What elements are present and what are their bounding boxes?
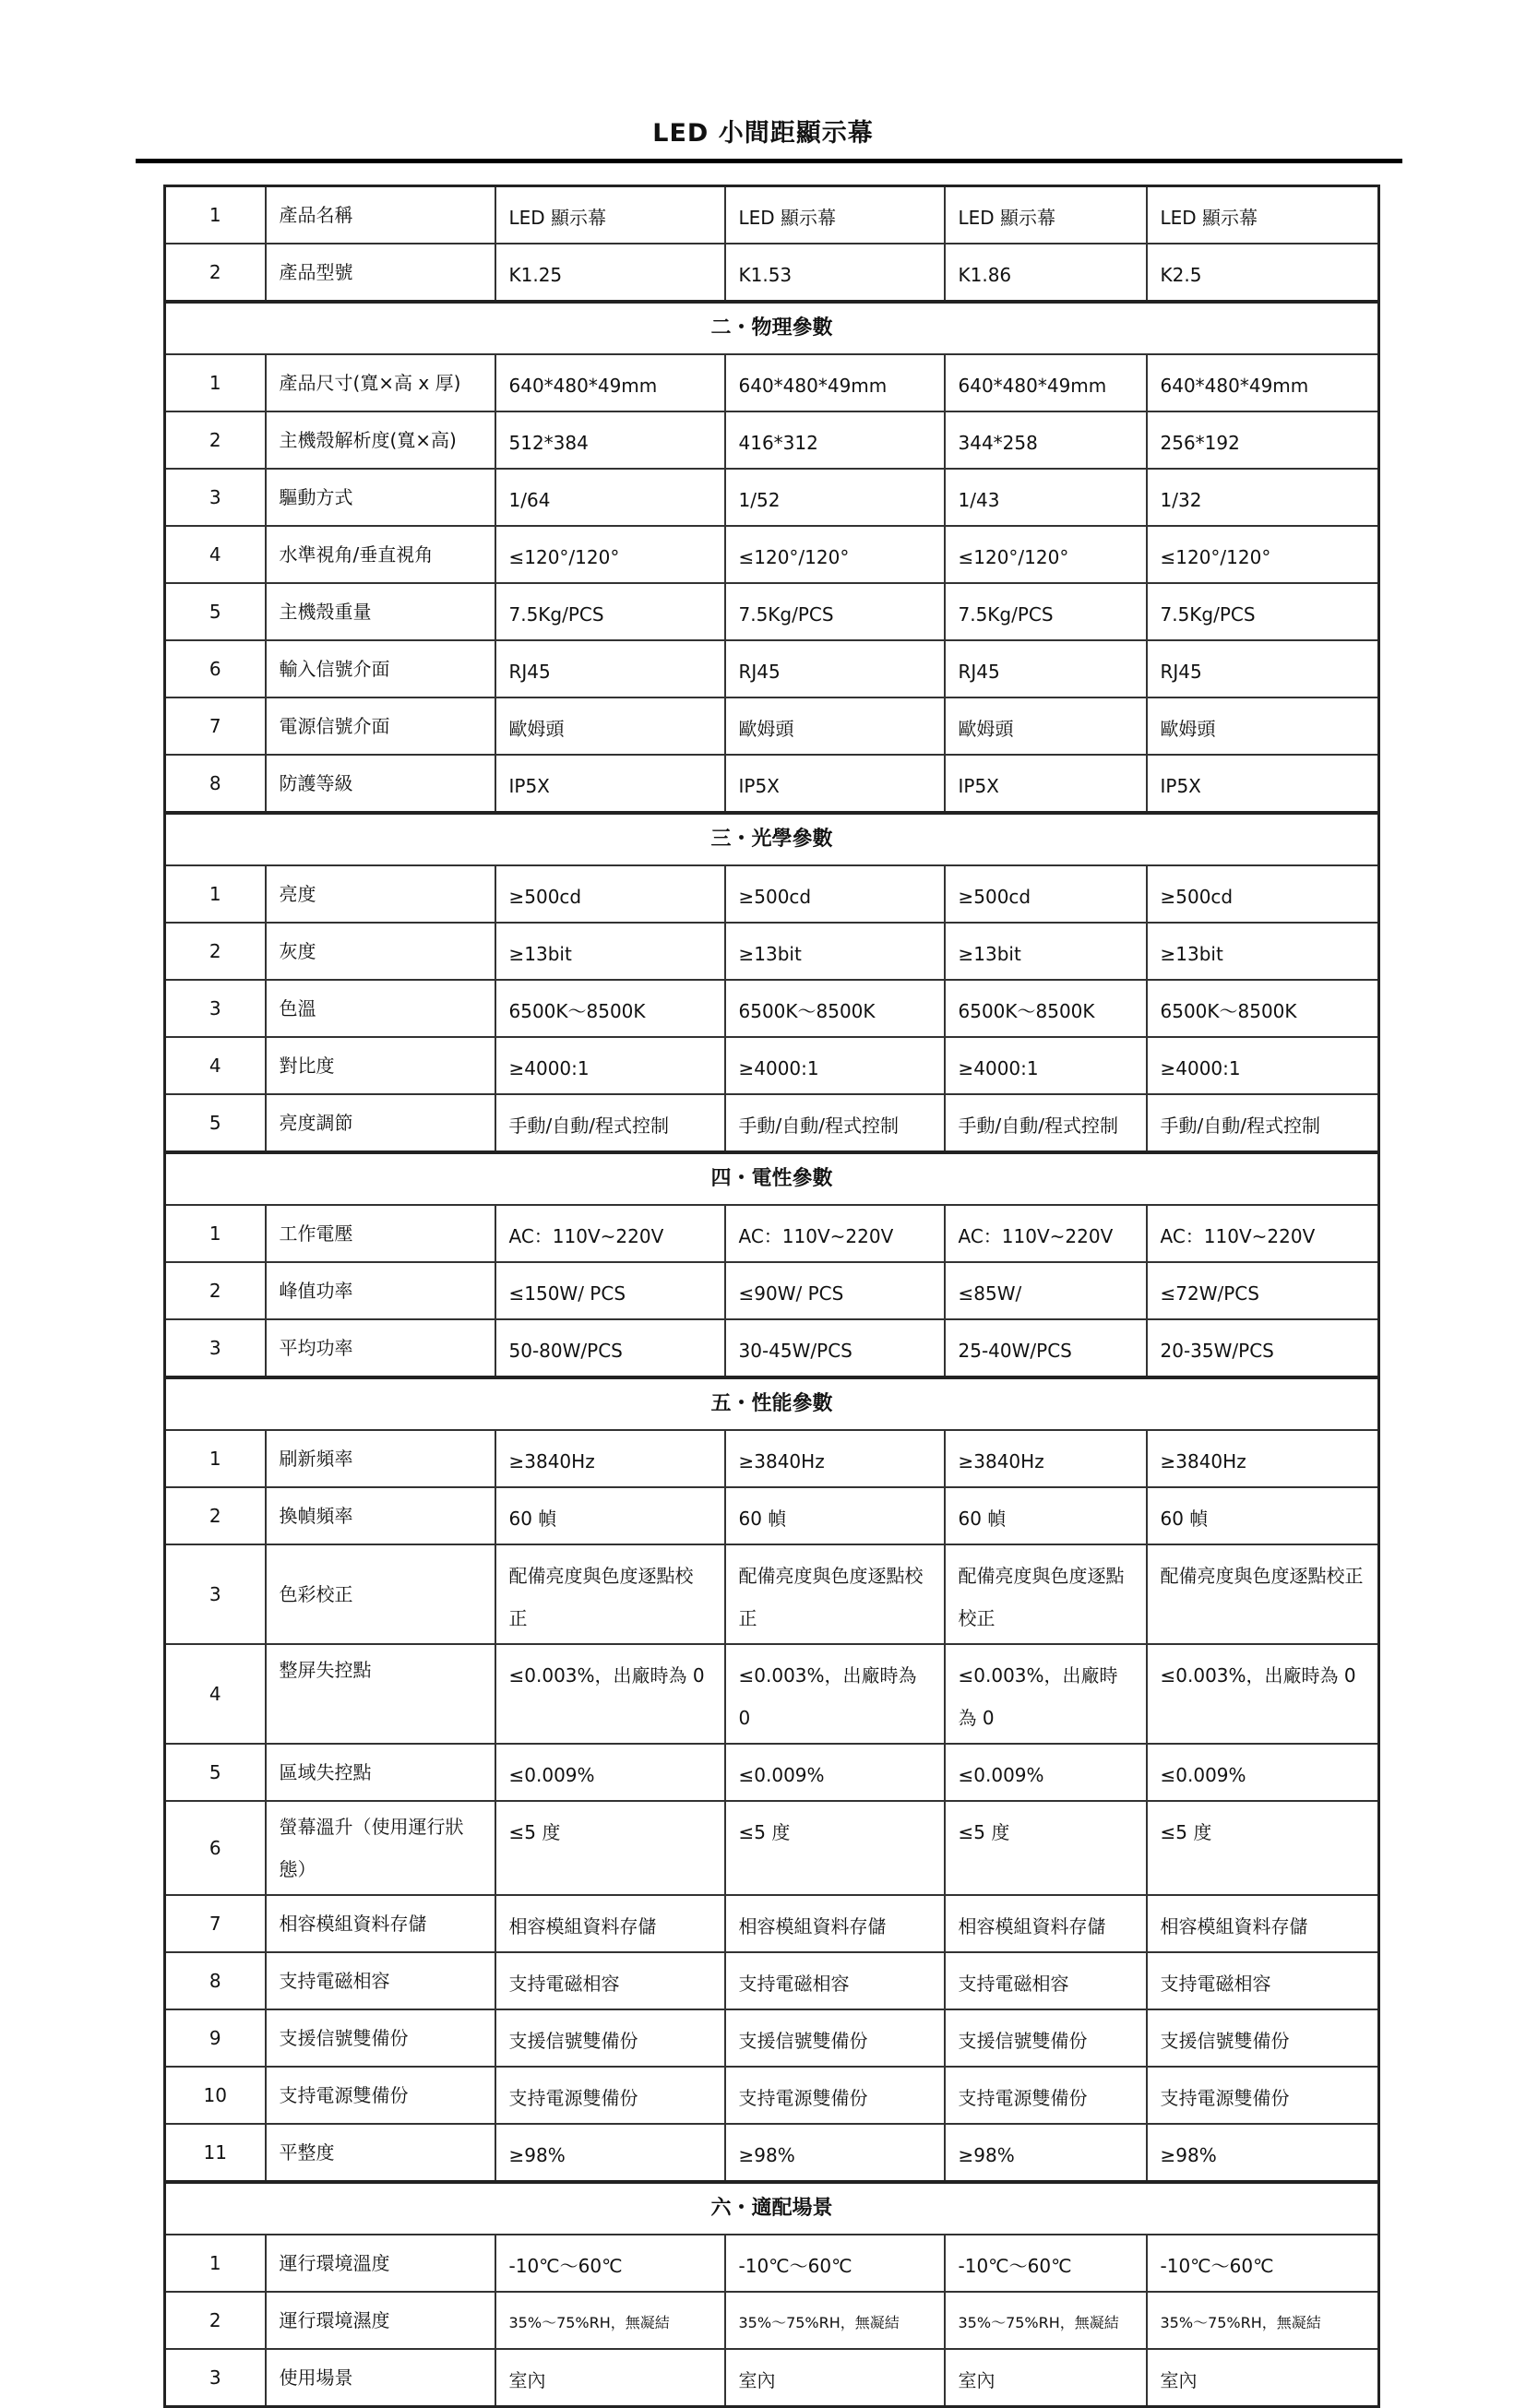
spec-row: [165, 980, 1379, 1037]
spec-row: [165, 2292, 1379, 2349]
row-number: 4: [165, 1037, 266, 1094]
section-title: 二・物理參數: [165, 302, 1379, 354]
spec-row: [165, 1430, 1379, 1487]
spec-value-1: K1.25: [495, 244, 725, 302]
row-label: 產品名稱: [266, 186, 495, 244]
spec-value-1: 60 幀: [495, 1487, 725, 1544]
spec-value-1: 歐姆頭: [495, 697, 725, 755]
row-number: 1: [165, 2235, 266, 2292]
spec-row: [165, 755, 1379, 813]
spec-row: [165, 1744, 1379, 1801]
spec-value-1: 640*480*49mm: [495, 354, 725, 411]
spec-value-2: 歐姆頭: [725, 697, 945, 755]
spec-value-2: -10℃～60℃: [725, 2235, 945, 2292]
title-underline: [136, 159, 1402, 163]
spec-value-4: 支持電源雙備份: [1147, 2067, 1379, 2124]
spec-value-2: 配備亮度與色度逐點校正: [725, 1544, 945, 1644]
spec-value-3: IP5X: [945, 755, 1147, 813]
spec-value-4: ≥98%: [1147, 2124, 1379, 2182]
header-row: [165, 244, 1379, 302]
spec-row: [165, 1037, 1379, 1094]
spec-row: [165, 1952, 1379, 2009]
row-label: 螢幕溫升（使用運行狀態）: [266, 1801, 495, 1895]
spec-value-1: LED 顯示幕: [495, 186, 725, 244]
spec-value-3: 6500K～8500K: [945, 980, 1147, 1037]
row-label: 亮度: [266, 865, 495, 923]
spec-row: [165, 2124, 1379, 2182]
spec-value-2: ≥13bit: [725, 923, 945, 980]
row-label: 支持電源雙備份: [266, 2067, 495, 2124]
spec-row: [165, 1544, 1379, 1644]
spec-value-4: 256*192: [1147, 411, 1379, 469]
spec-value-4: 手動/自動/程式控制: [1147, 1094, 1379, 1152]
row-label: 防護等級: [266, 755, 495, 813]
spec-row: [165, 923, 1379, 980]
row-number: 7: [165, 697, 266, 755]
spec-value-2: 相容模組資料存儲: [725, 1895, 945, 1952]
row-label: 支援信號雙備份: [266, 2009, 495, 2067]
spec-value-2: ≤90W/ PCS: [725, 1262, 945, 1319]
spec-value-1: 50-80W/PCS: [495, 1319, 725, 1377]
spec-value-1: 支持電磁相容: [495, 1952, 725, 2009]
row-number: 3: [165, 1544, 266, 1644]
spec-value-2: AC：110V~220V: [725, 1205, 945, 1262]
spec-value-2: 640*480*49mm: [725, 354, 945, 411]
spec-value-3: ≥3840Hz: [945, 1430, 1147, 1487]
spec-row: [165, 1644, 1379, 1744]
row-number: 3: [165, 1319, 266, 1377]
spec-value-2: 手動/自動/程式控制: [725, 1094, 945, 1152]
row-number: 5: [165, 583, 266, 640]
spec-value-1: ≤0.003%，出廠時為 0: [495, 1644, 725, 1744]
spec-value-3: 支持電源雙備份: [945, 2067, 1147, 2124]
spec-value-3: RJ45: [945, 640, 1147, 697]
row-number: 4: [165, 526, 266, 583]
spec-value-4: IP5X: [1147, 755, 1379, 813]
spec-value-3: 60 幀: [945, 1487, 1147, 1544]
section-title: 六・適配場景: [165, 2182, 1379, 2235]
spec-value-3: ≥500cd: [945, 865, 1147, 923]
spec-value-3: AC：110V~220V: [945, 1205, 1147, 1262]
row-number: 2: [165, 244, 266, 302]
spec-value-4: 相容模組資料存儲: [1147, 1895, 1379, 1952]
spec-value-1: ≤150W/ PCS: [495, 1262, 725, 1319]
spec-value-1: 手動/自動/程式控制: [495, 1094, 725, 1152]
spec-value-3: 配備亮度與色度逐點校正: [945, 1544, 1147, 1644]
section-header-row: [165, 1152, 1379, 1205]
row-label: 使用場景: [266, 2349, 495, 2407]
spec-value-4: ≥4000:1: [1147, 1037, 1379, 1094]
row-number: 10: [165, 2067, 266, 2124]
row-label: 色彩校正: [266, 1544, 495, 1644]
spec-value-1: 7.5Kg/PCS: [495, 583, 725, 640]
spec-value-1: 6500K～8500K: [495, 980, 725, 1037]
document-title: LED 小間距顯示幕: [652, 119, 874, 148]
row-label: 產品型號: [266, 244, 495, 302]
row-number: 6: [165, 1801, 266, 1895]
section-header-row: [165, 2182, 1379, 2235]
row-number: 4: [165, 1644, 266, 1744]
row-label: 運行環境濕度: [266, 2292, 495, 2349]
row-number: 2: [165, 1262, 266, 1319]
spec-value-4: 室內: [1147, 2349, 1379, 2407]
row-number: 2: [165, 2292, 266, 2349]
spec-value-4: ≥13bit: [1147, 923, 1379, 980]
row-number: 5: [165, 1744, 266, 1801]
row-label: 平整度: [266, 2124, 495, 2182]
spec-value-4: 7.5Kg/PCS: [1147, 583, 1379, 640]
row-label: 峰值功率: [266, 1262, 495, 1319]
spec-value-3: 1/43: [945, 469, 1147, 526]
spec-value-4: 20-35W/PCS: [1147, 1319, 1379, 1377]
spec-value-2: 7.5Kg/PCS: [725, 583, 945, 640]
spec-table: [163, 185, 1380, 2408]
spec-value-4: K2.5: [1147, 244, 1379, 302]
row-number: 1: [165, 186, 266, 244]
spec-value-4: 1/32: [1147, 469, 1379, 526]
spec-value-3: 640*480*49mm: [945, 354, 1147, 411]
spec-value-1: 支援信號雙備份: [495, 2009, 725, 2067]
spec-value-2: RJ45: [725, 640, 945, 697]
section-title: 三・光學參數: [165, 813, 1379, 865]
row-label: 運行環境溫度: [266, 2235, 495, 2292]
spec-value-3: ≤5 度: [945, 1801, 1147, 1895]
spec-row: [165, 2009, 1379, 2067]
spec-value-4: -10℃～60℃: [1147, 2235, 1379, 2292]
spec-row: [165, 469, 1379, 526]
row-label: 主機殼重量: [266, 583, 495, 640]
spec-value-2: IP5X: [725, 755, 945, 813]
row-label: 對比度: [266, 1037, 495, 1094]
row-number: 2: [165, 1487, 266, 1544]
row-number: 8: [165, 755, 266, 813]
spec-value-4: ≤72W/PCS: [1147, 1262, 1379, 1319]
row-label: 區域失控點: [266, 1744, 495, 1801]
spec-value-3: 相容模組資料存儲: [945, 1895, 1147, 1952]
row-label: 亮度調節: [266, 1094, 495, 1152]
spec-value-4: ≥500cd: [1147, 865, 1379, 923]
spec-value-4: 640*480*49mm: [1147, 354, 1379, 411]
spec-value-4: ≥3840Hz: [1147, 1430, 1379, 1487]
spec-value-3: 35%～75%RH，無凝結: [945, 2292, 1147, 2349]
spec-table-body: [165, 186, 1379, 2407]
spec-value-2: ≤120°/120°: [725, 526, 945, 583]
section-title: 四・電性參數: [165, 1152, 1379, 1205]
spec-value-3: K1.86: [945, 244, 1147, 302]
spec-value-1: 相容模組資料存儲: [495, 1895, 725, 1952]
spec-value-2: 支援信號雙備份: [725, 2009, 945, 2067]
spec-value-4: 支持電磁相容: [1147, 1952, 1379, 2009]
spec-row: [165, 1205, 1379, 1262]
spec-value-4: 35%～75%RH，無凝結: [1147, 2292, 1379, 2349]
spec-value-4: ≤0.003%，出廠時為 0: [1147, 1644, 1379, 1744]
spec-value-1: ≥500cd: [495, 865, 725, 923]
row-number: 2: [165, 411, 266, 469]
spec-value-1: ≥98%: [495, 2124, 725, 2182]
spec-value-1: ≤0.009%: [495, 1744, 725, 1801]
row-number: 1: [165, 865, 266, 923]
spec-value-1: 配備亮度與色度逐點校正: [495, 1544, 725, 1644]
spec-row: [165, 1487, 1379, 1544]
spec-value-4: 60 幀: [1147, 1487, 1379, 1544]
row-number: 3: [165, 2349, 266, 2407]
spec-row: [165, 1094, 1379, 1152]
spec-value-1: 室內: [495, 2349, 725, 2407]
spec-value-4: ≤0.009%: [1147, 1744, 1379, 1801]
spec-value-4: 支援信號雙備份: [1147, 2009, 1379, 2067]
spec-value-3: 歐姆頭: [945, 697, 1147, 755]
section-header-row: [165, 1377, 1379, 1430]
header-row: [165, 186, 1379, 244]
section-header-row: [165, 813, 1379, 865]
row-number: 11: [165, 2124, 266, 2182]
row-label: 水準視角/垂直視角: [266, 526, 495, 583]
spec-value-2: ≥3840Hz: [725, 1430, 945, 1487]
spec-value-1: ≥13bit: [495, 923, 725, 980]
spec-value-3: 25-40W/PCS: [945, 1319, 1147, 1377]
spec-row: [165, 865, 1379, 923]
spec-row: [165, 2067, 1379, 2124]
spec-value-2: 60 幀: [725, 1487, 945, 1544]
spec-value-4: 配備亮度與色度逐點校正: [1147, 1544, 1379, 1644]
row-label: 整屏失控點: [266, 1644, 495, 1744]
row-number: 7: [165, 1895, 266, 1952]
spec-value-3: ≥4000:1: [945, 1037, 1147, 1094]
row-label: 色溫: [266, 980, 495, 1037]
spec-value-1: ≥3840Hz: [495, 1430, 725, 1487]
row-number: 3: [165, 469, 266, 526]
row-label: 平均功率: [266, 1319, 495, 1377]
spec-value-1: 35%～75%RH，無凝結: [495, 2292, 725, 2349]
spec-value-2: 6500K～8500K: [725, 980, 945, 1037]
spec-value-2: ≥4000:1: [725, 1037, 945, 1094]
row-number: 3: [165, 980, 266, 1037]
spec-value-3: 支持電磁相容: [945, 1952, 1147, 2009]
spec-value-2: 30-45W/PCS: [725, 1319, 945, 1377]
spec-value-1: AC：110V~220V: [495, 1205, 725, 1262]
spec-value-2: K1.53: [725, 244, 945, 302]
spec-row: [165, 2349, 1379, 2407]
spec-row: [165, 1319, 1379, 1377]
spec-row: [165, 354, 1379, 411]
row-label: 產品尺寸(寬×高 x 厚): [266, 354, 495, 411]
spec-value-2: 1/52: [725, 469, 945, 526]
spec-value-3: 344*258: [945, 411, 1147, 469]
spec-row: [165, 526, 1379, 583]
spec-value-2: ≤5 度: [725, 1801, 945, 1895]
spec-value-2: ≤0.009%: [725, 1744, 945, 1801]
spec-value-2: 支持電源雙備份: [725, 2067, 945, 2124]
section-title: 五・性能參數: [165, 1377, 1379, 1430]
spec-value-3: 7.5Kg/PCS: [945, 583, 1147, 640]
spec-row: [165, 583, 1379, 640]
spec-value-2: ≥98%: [725, 2124, 945, 2182]
spec-value-2: ≤0.003%，出廠時為 0: [725, 1644, 945, 1744]
row-number: 5: [165, 1094, 266, 1152]
spec-row: [165, 1801, 1379, 1895]
spec-row: [165, 2235, 1379, 2292]
spec-row: [165, 411, 1379, 469]
row-label: 支持電磁相容: [266, 1952, 495, 2009]
spec-value-2: 室內: [725, 2349, 945, 2407]
spec-value-3: 支援信號雙備份: [945, 2009, 1147, 2067]
spec-value-2: ≥500cd: [725, 865, 945, 923]
spec-value-1: RJ45: [495, 640, 725, 697]
spec-value-1: 512*384: [495, 411, 725, 469]
spec-value-1: -10℃～60℃: [495, 2235, 725, 2292]
row-number: 8: [165, 1952, 266, 2009]
spec-value-1: ≤5 度: [495, 1801, 725, 1895]
spec-value-1: ≥4000:1: [495, 1037, 725, 1094]
spec-value-3: ≥13bit: [945, 923, 1147, 980]
spec-value-1: 支持電源雙備份: [495, 2067, 725, 2124]
spec-row: [165, 1262, 1379, 1319]
spec-value-4: 6500K～8500K: [1147, 980, 1379, 1037]
spec-value-2: LED 顯示幕: [725, 186, 945, 244]
spec-value-1: ≤120°/120°: [495, 526, 725, 583]
row-number: 1: [165, 1205, 266, 1262]
spec-value-2: 支持電磁相容: [725, 1952, 945, 2009]
section-header-row: [165, 302, 1379, 354]
spec-value-4: ≤5 度: [1147, 1801, 1379, 1895]
spec-value-4: LED 顯示幕: [1147, 186, 1379, 244]
row-label: 換幀頻率: [266, 1487, 495, 1544]
row-number: 9: [165, 2009, 266, 2067]
spec-value-1: IP5X: [495, 755, 725, 813]
spec-row: [165, 1895, 1379, 1952]
spec-value-3: 室內: [945, 2349, 1147, 2407]
spec-value-2: 35%～75%RH，無凝結: [725, 2292, 945, 2349]
spec-value-4: RJ45: [1147, 640, 1379, 697]
spec-value-3: ≤120°/120°: [945, 526, 1147, 583]
spec-row: [165, 697, 1379, 755]
spec-value-3: ≤0.009%: [945, 1744, 1147, 1801]
row-label: 主機殼解析度(寬×高): [266, 411, 495, 469]
spec-value-3: ≥98%: [945, 2124, 1147, 2182]
row-label: 電源信號介面: [266, 697, 495, 755]
spec-value-3: ≤0.003%，出廠時為 0: [945, 1644, 1147, 1744]
row-label: 驅動方式: [266, 469, 495, 526]
row-label: 刷新頻率: [266, 1430, 495, 1487]
row-label: 工作電壓: [266, 1205, 495, 1262]
row-label: 灰度: [266, 923, 495, 980]
row-number: 2: [165, 923, 266, 980]
spec-value-3: 手動/自動/程式控制: [945, 1094, 1147, 1152]
spec-value-1: 1/64: [495, 469, 725, 526]
spec-row: [165, 640, 1379, 697]
row-number: 1: [165, 1430, 266, 1487]
row-number: 6: [165, 640, 266, 697]
spec-value-3: ≤85W/: [945, 1262, 1147, 1319]
spec-value-3: LED 顯示幕: [945, 186, 1147, 244]
row-label: 相容模組資料存儲: [266, 1895, 495, 1952]
row-label: 輸入信號介面: [266, 640, 495, 697]
spec-value-4: AC：110V~220V: [1147, 1205, 1379, 1262]
spec-value-3: -10℃～60℃: [945, 2235, 1147, 2292]
spec-value-4: 歐姆頭: [1147, 697, 1379, 755]
spec-value-2: 416*312: [725, 411, 945, 469]
spec-value-4: ≤120°/120°: [1147, 526, 1379, 583]
row-number: 1: [165, 354, 266, 411]
